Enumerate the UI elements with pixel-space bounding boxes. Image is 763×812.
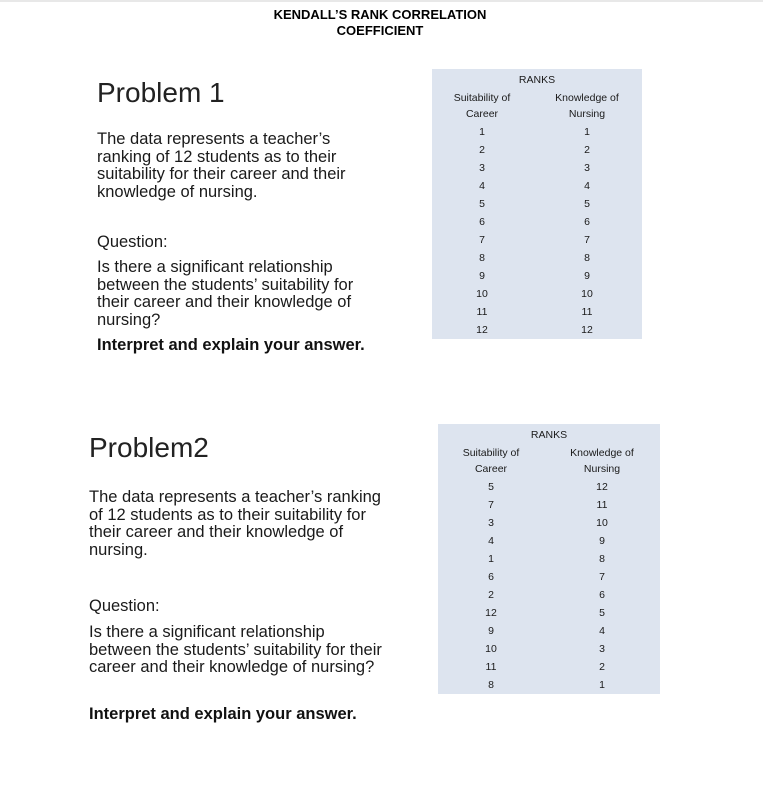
column-header-suitability <box>438 444 544 478</box>
table-row <box>432 177 642 195</box>
knowledge-rank-cell: 3 <box>599 643 605 655</box>
suitability-rank-cell: 7 <box>479 234 485 246</box>
suitability-rank-cell: 4 <box>488 535 494 547</box>
table-row <box>432 213 642 231</box>
column-header-suitability <box>432 89 532 123</box>
knowledge-rank-cell: 8 <box>584 252 590 264</box>
table-row <box>432 123 642 141</box>
problem-1-instruction: Interpret and explain your answer. <box>97 336 365 354</box>
table-row <box>438 550 660 568</box>
knowledge-rank-cell: 12 <box>596 481 608 493</box>
problem-1-question-label: Question: <box>97 233 168 251</box>
knowledge-rank-cell: 4 <box>584 180 590 192</box>
suitability-rank-cell: 10 <box>476 288 488 300</box>
column-header-knowledge-line-2: Nursing <box>583 463 621 475</box>
ranks-header: RANKS <box>530 429 568 441</box>
suitability-rank-cell: 1 <box>479 126 485 138</box>
column-header-knowledge <box>532 89 642 123</box>
column-header-knowledge <box>544 444 660 478</box>
table-row <box>438 514 660 532</box>
table-row <box>432 249 642 267</box>
suitability-rank-cell: 8 <box>488 679 494 691</box>
document-title-line-2: COEFFICIENT <box>336 23 424 38</box>
table-row <box>438 496 660 514</box>
column-header-suitability-line-2: Career <box>474 463 508 475</box>
knowledge-rank-cell: 11 <box>596 499 608 511</box>
knowledge-rank-cell: 1 <box>599 679 605 691</box>
suitability-rank-cell: 11 <box>476 306 488 318</box>
knowledge-rank-cell: 9 <box>584 270 590 282</box>
knowledge-rank-cell: 10 <box>581 288 593 300</box>
suitability-rank-cell: 7 <box>488 499 494 511</box>
suitability-rank-cell: 8 <box>479 252 485 264</box>
knowledge-rank-cell: 7 <box>599 571 605 583</box>
problem-1-ranks-table <box>432 69 642 339</box>
table-row <box>438 622 660 640</box>
problem-2-question-label: Question: <box>89 597 160 615</box>
knowledge-rank-cell: 5 <box>584 198 590 210</box>
table-row <box>438 586 660 604</box>
problem-1-description: The data represents a teacher’s ranking of 12 students as to their suitability for their career and their knowledge of nursing. <box>97 130 346 201</box>
document-title <box>230 7 530 39</box>
suitability-rank-cell: 1 <box>488 553 494 565</box>
table-row <box>438 568 660 586</box>
suitability-rank-cell: 10 <box>485 643 497 655</box>
knowledge-rank-cell: 12 <box>581 324 593 336</box>
column-header-knowledge-line-1: Knowledge of <box>570 447 634 459</box>
suitability-rank-cell: 9 <box>488 625 494 637</box>
knowledge-rank-cell: 9 <box>599 535 605 547</box>
column-header-suitability-line-1: Suitability of <box>453 92 511 104</box>
knowledge-rank-cell: 7 <box>584 234 590 246</box>
suitability-rank-cell: 3 <box>479 162 485 174</box>
suitability-rank-cell: 11 <box>485 661 497 673</box>
knowledge-rank-cell: 6 <box>599 589 605 601</box>
table-row <box>432 195 642 213</box>
suitability-rank-cell: 2 <box>488 589 494 601</box>
suitability-rank-cell: 12 <box>476 324 488 336</box>
suitability-rank-cell: 3 <box>488 517 494 529</box>
knowledge-rank-cell: 2 <box>599 661 605 673</box>
ranks-header: RANKS <box>518 74 556 86</box>
table-row <box>438 658 660 676</box>
table-row <box>438 478 660 496</box>
table-row <box>438 532 660 550</box>
problem-2-question: Is there a significant relationship between the students’ suitability for their career and their knowledge of nursing? <box>89 623 382 676</box>
column-header-suitability-line-2: Career <box>465 108 499 120</box>
table-row <box>432 159 642 177</box>
knowledge-rank-cell: 6 <box>584 216 590 228</box>
suitability-rank-cell: 12 <box>485 607 497 619</box>
knowledge-rank-cell: 5 <box>599 607 605 619</box>
table-row <box>432 285 642 303</box>
table-row <box>438 676 660 694</box>
knowledge-rank-cell: 10 <box>596 517 608 529</box>
suitability-rank-cell: 5 <box>488 481 494 493</box>
knowledge-rank-cell: 8 <box>599 553 605 565</box>
column-header-knowledge-line-2: Nursing <box>568 108 606 120</box>
suitability-rank-cell: 5 <box>479 198 485 210</box>
problem-2-description: The data represents a teacher’s ranking of 12 students as to their suitability for their career and their knowledge of nursing. <box>89 488 381 559</box>
suitability-rank-cell: 2 <box>479 144 485 156</box>
table-row <box>438 604 660 622</box>
table-row <box>432 267 642 285</box>
problem-2-heading: Problem2 <box>89 432 209 463</box>
suitability-rank-cell: 9 <box>479 270 485 282</box>
column-header-knowledge-line-1: Knowledge of <box>555 92 619 104</box>
problem-2-instruction: Interpret and explain your answer. <box>89 705 357 723</box>
suitability-rank-cell: 4 <box>479 180 485 192</box>
problem-2-ranks-table <box>438 424 660 694</box>
knowledge-rank-cell: 2 <box>584 144 590 156</box>
knowledge-rank-cell: 11 <box>581 306 593 318</box>
column-header-suitability-line-1: Suitability of <box>462 447 520 459</box>
knowledge-rank-cell: 4 <box>599 625 605 637</box>
problem-1-question: Is there a significant relationship between the students’ suitability for their career and their knowledge of nursing? <box>97 258 354 329</box>
suitability-rank-cell: 6 <box>479 216 485 228</box>
table-row <box>432 231 642 249</box>
knowledge-rank-cell: 1 <box>584 126 590 138</box>
table-row <box>432 303 642 321</box>
table-row <box>438 640 660 658</box>
table-row <box>432 321 642 339</box>
suitability-rank-cell: 6 <box>488 571 494 583</box>
knowledge-rank-cell: 3 <box>584 162 590 174</box>
problem-1-heading: Problem 1 <box>97 77 225 108</box>
document-title-line-1: KENDALL’S RANK CORRELATION <box>273 7 487 22</box>
table-row <box>432 141 642 159</box>
page-top-border <box>0 0 763 2</box>
